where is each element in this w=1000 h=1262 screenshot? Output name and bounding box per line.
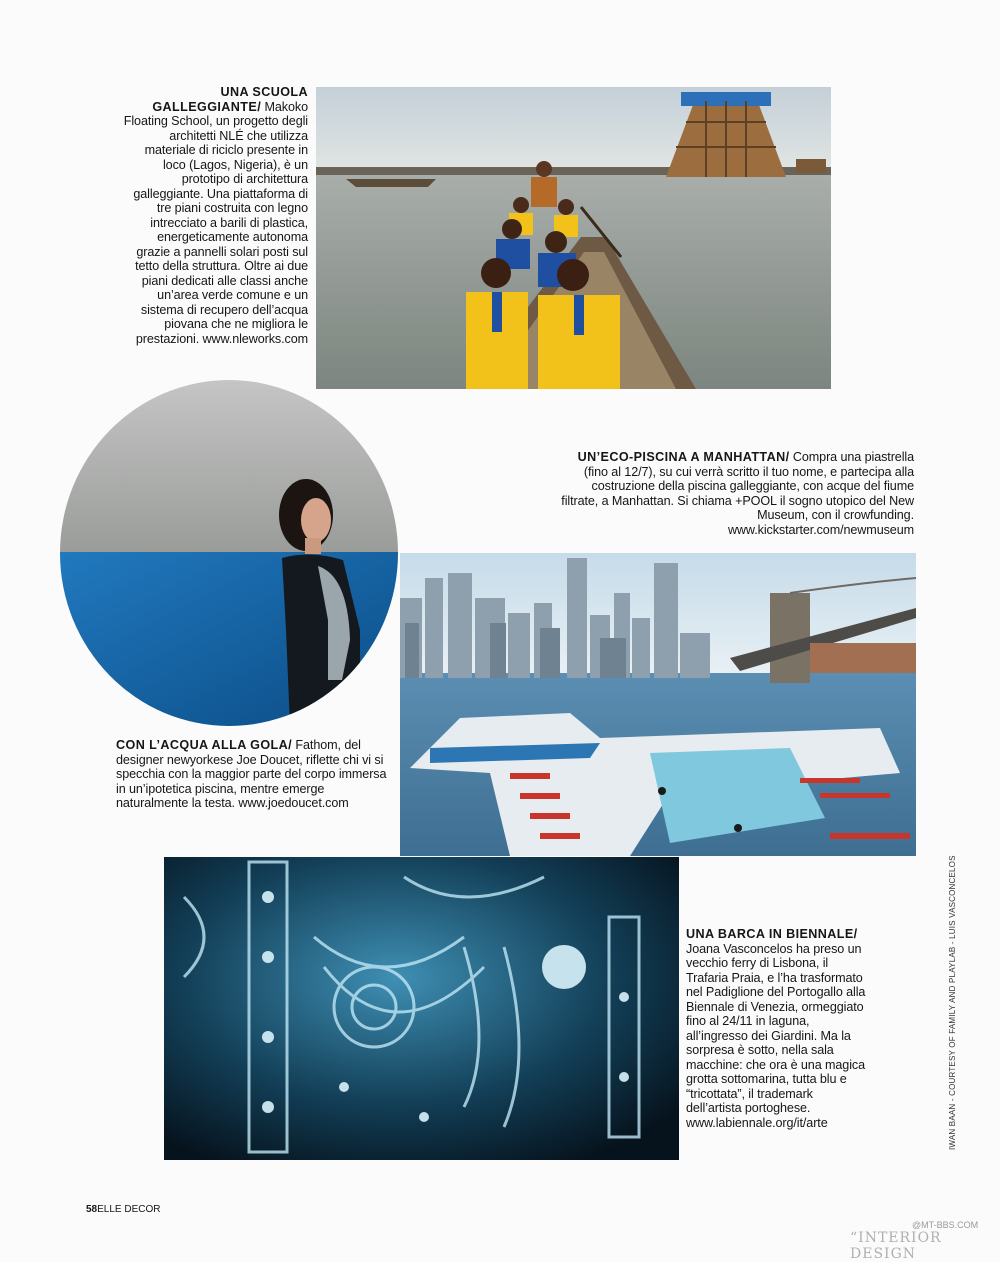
caption-heading: CON L’ACQUA ALLA GOLA/ bbox=[116, 738, 293, 752]
caption-floating-school bbox=[120, 85, 308, 346]
watermark-name: “INTERIOR DESIGN bbox=[850, 1230, 942, 1262]
photo-plus-pool-manhattan bbox=[400, 553, 916, 856]
folio bbox=[86, 1204, 160, 1215]
caption-heading: UNA SCUOLA GALLEGGIANTE/ bbox=[152, 85, 308, 114]
caption-url[interactable]: www.joedoucet.com bbox=[238, 796, 349, 810]
caption-url[interactable]: www.nleworks.com bbox=[202, 331, 308, 346]
photo-credit: IWAN BAAN - COURTESY OF FAMILY AND PLAYLAB - LUIS VASCONCELOS bbox=[948, 855, 957, 1150]
photo-floating-school bbox=[316, 87, 831, 389]
caption-fathom bbox=[116, 738, 396, 811]
caption-url[interactable]: www.labiennale.org/it/arte bbox=[686, 1115, 828, 1130]
watermark-site: @MT-BBS.COM bbox=[912, 1220, 979, 1230]
page-number: 58 bbox=[86, 1204, 98, 1215]
caption-body: Joana Vasconcelos ha preso un vecchio ferry di Lisbona, il Trafaria Praia, e l’ha trasformato nel Padiglione del Portogallo alla Biennale di Venezia, ormeggiato fino al 24/11 in laguna, all’ingresso dei Giardini. Ma la sorpresa è sotto, nella sala macchine: che ora è una magica grotta sottomarina, tutta blu e “tricottata”, il trademark dell’artista portoghese. bbox=[686, 941, 866, 1115]
caption-body: Compra una piastrella (fino al 12/7), su cui verrà scritto il tuo nome, e partecipa alla costruzione della piscina galleggiante, con acque del fiume filtrate, a Manhattan. Si chiama +POOL il sogno utopico del New Museum, con il crowfunding. bbox=[561, 450, 914, 522]
photo-biennale-grotto bbox=[164, 857, 679, 1160]
photo-fathom-mirror bbox=[60, 380, 398, 726]
caption-body: Fathom, del designer newyorkese Joe Doucet, riflette chi vi si specchia con la maggior parte del corpo immersa in un’ipotetica piscina, mentre emerge naturalmente la testa. bbox=[116, 738, 387, 810]
magazine-name: ELLE DECOR bbox=[97, 1204, 161, 1215]
caption-heading: UN’ECO-PISCINA A MANHATTAN/ bbox=[577, 450, 790, 464]
caption-body: Makoko Floating School, un progetto degli architetti NLÉ che utilizza materiale di riciclo presente in loco (Lagos, Nigeria), è un prototipo di architettura galleggiante. Una piattaforma di tre piani costruita con legno intrecciato a barili di plastica, energeticamente autonoma grazie a pannelli solari posti sul tetto della struttura. Oltre ai due piani dedicati alle classi anche un’area verde comune e un sistema di recupero dell’acqua piovana che ne migliora le prestazioni. bbox=[123, 99, 308, 346]
caption-url[interactable]: www.kickstarter.com/newmuseum bbox=[727, 522, 914, 537]
caption-eco-pool bbox=[560, 450, 914, 537]
caption-biennale-boat bbox=[686, 927, 868, 1130]
caption-heading: UNA BARCA IN BIENNALE/ bbox=[686, 927, 858, 941]
